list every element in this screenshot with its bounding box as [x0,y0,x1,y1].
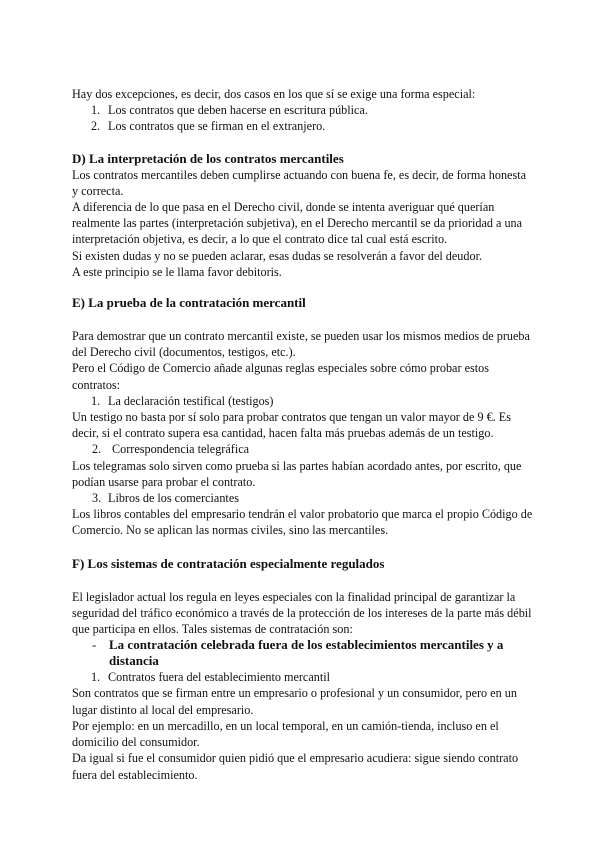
paragraph: Los libros contables del empresario tendrán el valor probatorio que marca el propio Código de Comercio. No se aplican las normas civiles, sino las mercantiles. [72,507,533,538]
list-item-text: Los contratos que se firman en el extranjero. [108,119,326,134]
list-dash: - [92,637,97,653]
list-number: 2. [91,119,101,134]
paragraph: Un testigo no basta por sí solo para probar contratos que tengan un valor mayor de 9 €. Es decir, si el contrato supera esa cantidad, hacen falta más pruebas además de un testigo. [72,410,511,441]
list-item [72,637,534,669]
list-item-text: La declaración testifical (testigos) [108,393,274,408]
list-item [72,393,534,409]
paragraph: Por ejemplo: en un mercadillo, en un local temporal, en un camión-tienda, incluso en el domicilio del consumidor. [72,718,499,750]
list-item-text: Contratos fuera del establecimiento mercantil [108,670,330,685]
paragraph: Si existen dudas y no se pueden aclarar, esas dudas se resolverán a favor del deudor. [72,248,483,263]
list-item-text: Correspondencia telegráfica [112,442,250,457]
paragraph: Para demostrar que un contrato mercantil existe, se pueden usar los mismos medios de prueba del Derecho civil (documentos, testigos, etc.). [72,329,530,360]
intro-paragraph: Hay dos excepciones, es decir, dos casos en los que sí se exige una forma especial: [72,87,476,101]
list-number: 2. [92,442,102,457]
list-number: 1. [91,103,101,118]
list-number: 3. [92,491,102,506]
paragraph: Pero el Código de Comercio añade algunas reglas especiales sobre cómo probar estos contratos: [72,361,489,392]
document-page [72,86,534,783]
list-item-text: Libros de los comerciantes [108,491,239,506]
list-item [72,441,534,457]
section-e-heading: E) La prueba de la contratación mercantil [72,295,306,311]
paragraph: Los contratos mercantiles deben cumplirse actuando con buena fe, es decir, de forma honesta y correcta. [72,167,526,198]
paragraph: A diferencia de lo que pasa en el Derecho civil, donde se intenta averiguar qué querían realmente las partes (interpretación subjetiva), en el Derecho mercantil se da prioridad a una interpretación objetiva, es decir, a lo que el contrato dice tal cual está escrito. [72,200,523,247]
section-d-heading: D) La interpretación de los contratos mercantiles [72,150,344,166]
list-item [72,669,534,685]
section-f-heading: F) Los sistemas de contratación especialmente regulados [72,555,385,571]
list-item-text: Los contratos que deben hacerse en escritura pública. [108,103,368,118]
paragraph: Da igual si fue el consumidor quien pidió que el empresario acudiera: sigue siendo contrato fuera del establecimiento. [72,751,519,782]
list-item [72,102,534,118]
paragraph: El legislador actual los regula en leyes especiales con la finalidad principal de garantizar la seguridad del tráfico económico a través de la protección de los intereses de la parte más débil que participa en ellos. Tales sistemas de contratación son: [72,589,532,637]
list-item [72,118,534,134]
list-number: 1. [91,393,101,408]
list-item [72,490,534,506]
paragraph: Son contratos que se firman entre un empresario o profesional y un consumidor, pero en un lugar distinto al local del empresario. [72,686,517,717]
paragraph: A este principio se le llama favor debitoris. [72,264,282,279]
list-number: 1. [91,670,101,685]
paragraph: Los telegramas solo sirven como prueba si las partes habían acordado antes, por escrito, que podían usarse para probar el contrato. [72,458,522,489]
list-item-text: La contratación celebrada fuera de los establecimientos mercantiles y a distancia [109,637,504,669]
